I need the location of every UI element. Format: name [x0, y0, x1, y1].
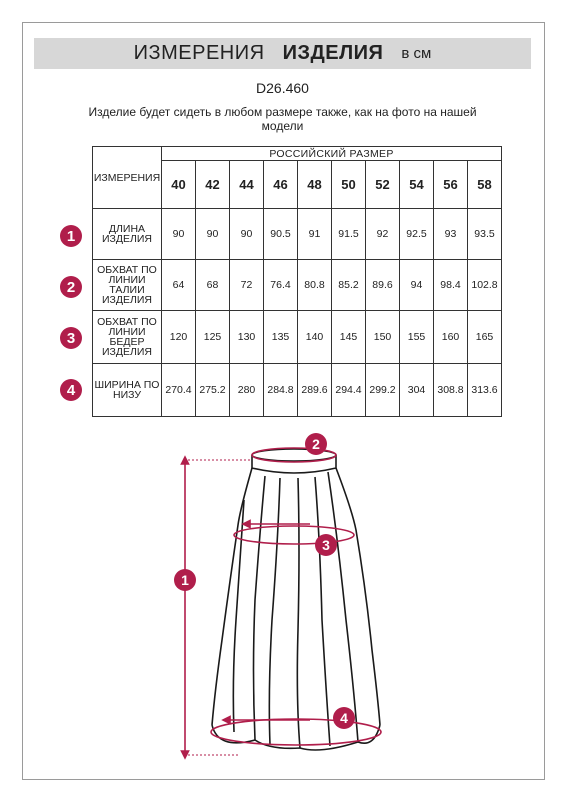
- diagram-marker-4-text: 4: [340, 710, 348, 726]
- value-cell: 160: [434, 311, 468, 364]
- value-cell: 304: [400, 364, 434, 417]
- fit-note: Изделие будет сидеть в любом размере также, как на фото на нашей модели: [88, 105, 477, 133]
- value-cell: 68: [196, 260, 230, 311]
- value-cell: 89.6: [366, 260, 400, 311]
- title-part2: ИЗДЕЛИЯ: [282, 42, 384, 64]
- value-cell: 90: [230, 209, 264, 260]
- value-cell: 150: [366, 311, 400, 364]
- value-cell: 85.2: [332, 260, 366, 311]
- value-cell: 90.5: [264, 209, 298, 260]
- value-cell: 135: [264, 311, 298, 364]
- marker-badge-1: 1: [60, 225, 82, 247]
- article-code: D26.460: [256, 80, 309, 96]
- size-cell: 52: [366, 161, 400, 209]
- size-cell: 46: [264, 161, 298, 209]
- table-row: [93, 260, 502, 311]
- size-cell: 56: [434, 161, 468, 209]
- value-cell: 92.5: [400, 209, 434, 260]
- value-cell: 165: [468, 311, 502, 364]
- value-cell: 313.6: [468, 364, 502, 417]
- value-cell: 90: [196, 209, 230, 260]
- table-row: [93, 209, 502, 260]
- value-cell: 94: [400, 260, 434, 311]
- value-cell: 270.4: [162, 364, 196, 417]
- marker-badge-3: 3: [60, 327, 82, 349]
- value-cell: 90: [162, 209, 196, 260]
- table-row: [93, 364, 502, 417]
- value-cell: 275.2: [196, 364, 230, 417]
- value-cell: 284.8: [264, 364, 298, 417]
- row-label: ОБХВАТ ПО ЛИНИИ ТАЛИИ ИЗДЕЛИЯ: [93, 260, 162, 311]
- value-cell: 72: [230, 260, 264, 311]
- diagram-marker-1-text: 1: [181, 572, 189, 588]
- table-header-row: [93, 147, 502, 161]
- value-cell: 155: [400, 311, 434, 364]
- value-cell: 125: [196, 311, 230, 364]
- value-cell: 280: [230, 364, 264, 417]
- size-cell: 40: [162, 161, 196, 209]
- diagram-marker-3-text: 3: [322, 537, 330, 553]
- row-label: ДЛИНА ИЗДЕЛИЯ: [93, 209, 162, 260]
- value-cell: 130: [230, 311, 264, 364]
- size-group-header: РОССИЙСКИЙ РАЗМЕР: [162, 147, 502, 161]
- value-cell: 80.8: [298, 260, 332, 311]
- value-cell: 140: [298, 311, 332, 364]
- measure-header: ИЗМЕРЕНИЯ: [93, 147, 162, 209]
- size-cell: 48: [298, 161, 332, 209]
- skirt-illustration: [160, 420, 420, 770]
- title-bar: [34, 38, 531, 69]
- value-cell: 120: [162, 311, 196, 364]
- diagram-marker-1: [174, 569, 196, 591]
- value-cell: 76.4: [264, 260, 298, 311]
- value-cell: 299.2: [366, 364, 400, 417]
- diagram-marker-4: [333, 707, 355, 729]
- value-cell: 294.4: [332, 364, 366, 417]
- size-table: [92, 146, 502, 417]
- table-row: [93, 311, 502, 364]
- marker-badge-2: 2: [60, 276, 82, 298]
- value-cell: 93: [434, 209, 468, 260]
- diagram-marker-2-text: 2: [312, 436, 320, 452]
- value-cell: 91.5: [332, 209, 366, 260]
- value-cell: 92: [366, 209, 400, 260]
- value-cell: 102.8: [468, 260, 502, 311]
- marker-badge-4: 4: [60, 379, 82, 401]
- title-unit: в см: [401, 45, 432, 62]
- size-cell: 42: [196, 161, 230, 209]
- skirt-drawing: [212, 449, 380, 750]
- value-cell: 289.6: [298, 364, 332, 417]
- title-part1: ИЗМЕРЕНИЯ: [133, 42, 265, 64]
- size-cell: 50: [332, 161, 366, 209]
- value-cell: 91: [298, 209, 332, 260]
- value-cell: 93.5: [468, 209, 502, 260]
- size-cell: 44: [230, 161, 264, 209]
- value-cell: 64: [162, 260, 196, 311]
- measure-lines: [185, 448, 381, 755]
- value-cell: 308.8: [434, 364, 468, 417]
- diagram-marker-3: [315, 534, 337, 556]
- diagram-marker-2: [305, 433, 327, 455]
- size-cell: 58: [468, 161, 502, 209]
- value-cell: 145: [332, 311, 366, 364]
- row-label: ОБХВАТ ПО ЛИНИИ БЕДЕР ИЗДЕЛИЯ: [93, 311, 162, 364]
- row-label: ШИРИНА ПО НИЗУ: [93, 364, 162, 417]
- value-cell: 98.4: [434, 260, 468, 311]
- size-cell: 54: [400, 161, 434, 209]
